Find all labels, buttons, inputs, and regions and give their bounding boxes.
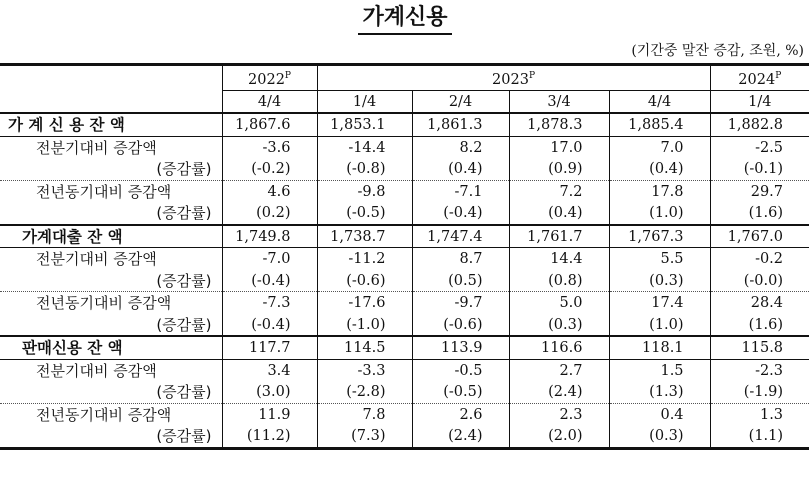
value-cell: -14.4 [317,136,412,158]
section-label: 가 계 신 용 잔 액 [0,113,222,136]
value-cell: 116.6 [509,336,609,359]
rate-label: (증감률) [156,160,212,179]
header-year-row [0,65,809,91]
value-cell: -0.2 [710,248,809,270]
change-amount-row [0,180,809,202]
value-cell: 0.4 [609,403,710,425]
value-cell: 17.4 [609,292,710,314]
row-label: 전분기대비 증감액 [0,248,222,270]
quarter-header: 1/4 [710,90,809,113]
rate-label: (증감률) [0,425,222,448]
header-corner-lower [0,90,222,113]
quarter-header: 4/4 [609,90,710,113]
value-cell: 11.9 [222,403,317,425]
value-cell: -7.3 [222,292,317,314]
value-cell: 1,853.1 [317,113,412,136]
value-cell: 2.7 [509,359,609,381]
value-cell: (-1.0) [317,314,412,337]
value-cell: -3.6 [222,136,317,158]
value-cell: 2.3 [509,403,609,425]
value-cell: 1,747.4 [412,225,509,248]
value-cell: (1.6) [710,202,809,225]
value-cell: -3.3 [317,359,412,381]
row-label: 전년동기대비 증감액 [0,180,222,202]
section-label: 판매신용 잔 액 [0,336,222,359]
value-cell: (-0.2) [222,158,317,180]
value-cell: (-0.5) [412,381,509,403]
value-cell: (-0.4) [222,314,317,337]
value-cell: -7.0 [222,248,317,270]
value-cell: 3.4 [222,359,317,381]
value-cell: -9.7 [412,292,509,314]
change-rate-row [0,425,809,448]
change-rate-row [0,158,809,180]
value-cell: 17.0 [509,136,609,158]
value-cell: (0.4) [609,158,710,180]
value-cell: 1,749.8 [222,225,317,248]
value-cell: (2.4) [509,381,609,403]
value-cell: (1.3) [609,381,710,403]
row-label: 전분기대비 증감액 [0,359,222,381]
unit-note: (기간중 말잔 증감, 조원, %) [631,43,804,59]
section-total-row [0,336,809,359]
value-cell: (0.2) [222,202,317,225]
value-cell: 117.7 [222,336,317,359]
rate-label: (증감률) [156,315,212,334]
value-cell: (0.3) [609,425,710,448]
value-cell: 1,767.3 [609,225,710,248]
quarter-header: 3/4 [509,90,609,113]
year-2023-header: $2023^P$ [317,65,710,91]
change-rate-row [0,314,809,337]
change-amount-row [0,359,809,381]
value-cell: (0.8) [509,270,609,292]
value-cell: -0.5 [412,359,509,381]
value-cell: 7.2 [509,180,609,202]
row-label: 전년동기대비 증감액 [0,292,222,314]
change-amount-row [0,136,809,158]
value-cell: 5.0 [509,292,609,314]
value-cell: (1.1) [710,425,809,448]
value-cell: -7.1 [412,180,509,202]
value-cell: 1,885.4 [609,113,710,136]
change-rate-row [0,202,809,225]
page-title: 가계신용 [0,4,810,35]
value-cell: 29.7 [710,180,809,202]
value-cell: (-0.4) [222,270,317,292]
value-cell: 1.5 [609,359,710,381]
value-cell: (-0.5) [317,202,412,225]
value-cell: (-0.0) [710,270,809,292]
value-cell: 5.5 [609,248,710,270]
value-cell: 4.6 [222,180,317,202]
year-2024-header: $2024^P$ [710,65,809,91]
value-cell: 1,738.7 [317,225,412,248]
section-label: 가계대출 잔 액 [0,225,222,248]
value-cell: 115.8 [710,336,809,359]
value-cell: -9.8 [317,180,412,202]
value-cell: (7.3) [317,425,412,448]
row-label: 전분기대비 증감액 [0,136,222,158]
value-cell: (0.5) [412,270,509,292]
value-cell: (0.4) [412,158,509,180]
value-cell: 8.7 [412,248,509,270]
value-cell: (-0.4) [412,202,509,225]
value-cell: 114.5 [317,336,412,359]
value-cell: (1.0) [609,202,710,225]
value-cell: (-0.1) [710,158,809,180]
section-total-row [0,113,809,136]
header-corner [0,65,222,91]
value-cell: 1,867.6 [222,113,317,136]
value-cell: (-0.8) [317,158,412,180]
change-rate-row [0,270,809,292]
change-amount-row [0,403,809,425]
value-cell: 14.4 [509,248,609,270]
value-cell: 1,861.3 [412,113,509,136]
value-cell: (-0.6) [317,270,412,292]
quarter-header: 4/4 [222,90,317,113]
value-cell: (0.4) [509,202,609,225]
change-amount-row [0,248,809,270]
quarter-header: 2/4 [412,90,509,113]
value-cell: 2.6 [412,403,509,425]
value-cell: (0.3) [509,314,609,337]
value-cell: (1.0) [609,314,710,337]
value-cell: (0.3) [609,270,710,292]
value-cell: 8.2 [412,136,509,158]
value-cell: 113.9 [412,336,509,359]
section-total-row [0,225,809,248]
value-cell: -2.3 [710,359,809,381]
value-cell: (-2.8) [317,381,412,403]
value-cell: -17.6 [317,292,412,314]
value-cell: 1.3 [710,403,809,425]
value-cell: (0.9) [509,158,609,180]
value-cell: (2.4) [412,425,509,448]
rate-label: (증감률) [156,383,212,402]
value-cell: 1,878.3 [509,113,609,136]
household-credit-table [0,63,809,450]
value-cell: (3.0) [222,381,317,403]
value-cell: (1.6) [710,314,809,337]
value-cell: 28.4 [710,292,809,314]
value-cell: 7.0 [609,136,710,158]
value-cell: 1,767.0 [710,225,809,248]
year-2022-header: $2022^P$ [222,65,317,91]
value-cell: 1,882.8 [710,113,809,136]
value-cell: 1,761.7 [509,225,609,248]
value-cell: -2.5 [710,136,809,158]
change-rate-row [0,381,809,403]
value-cell: 7.8 [317,403,412,425]
value-cell: 118.1 [609,336,710,359]
quarter-header: 1/4 [317,90,412,113]
value-cell: -11.2 [317,248,412,270]
row-label: 전년동기대비 증감액 [0,403,222,425]
rate-label: (증감률) [156,204,212,223]
rate-label: (증감률) [156,271,212,290]
value-cell: 17.8 [609,180,710,202]
value-cell: (-0.6) [412,314,509,337]
header-quarter-row [0,90,809,113]
change-amount-row [0,292,809,314]
value-cell: (2.0) [509,425,609,448]
value-cell: (11.2) [222,425,317,448]
value-cell: (-1.9) [710,381,809,403]
